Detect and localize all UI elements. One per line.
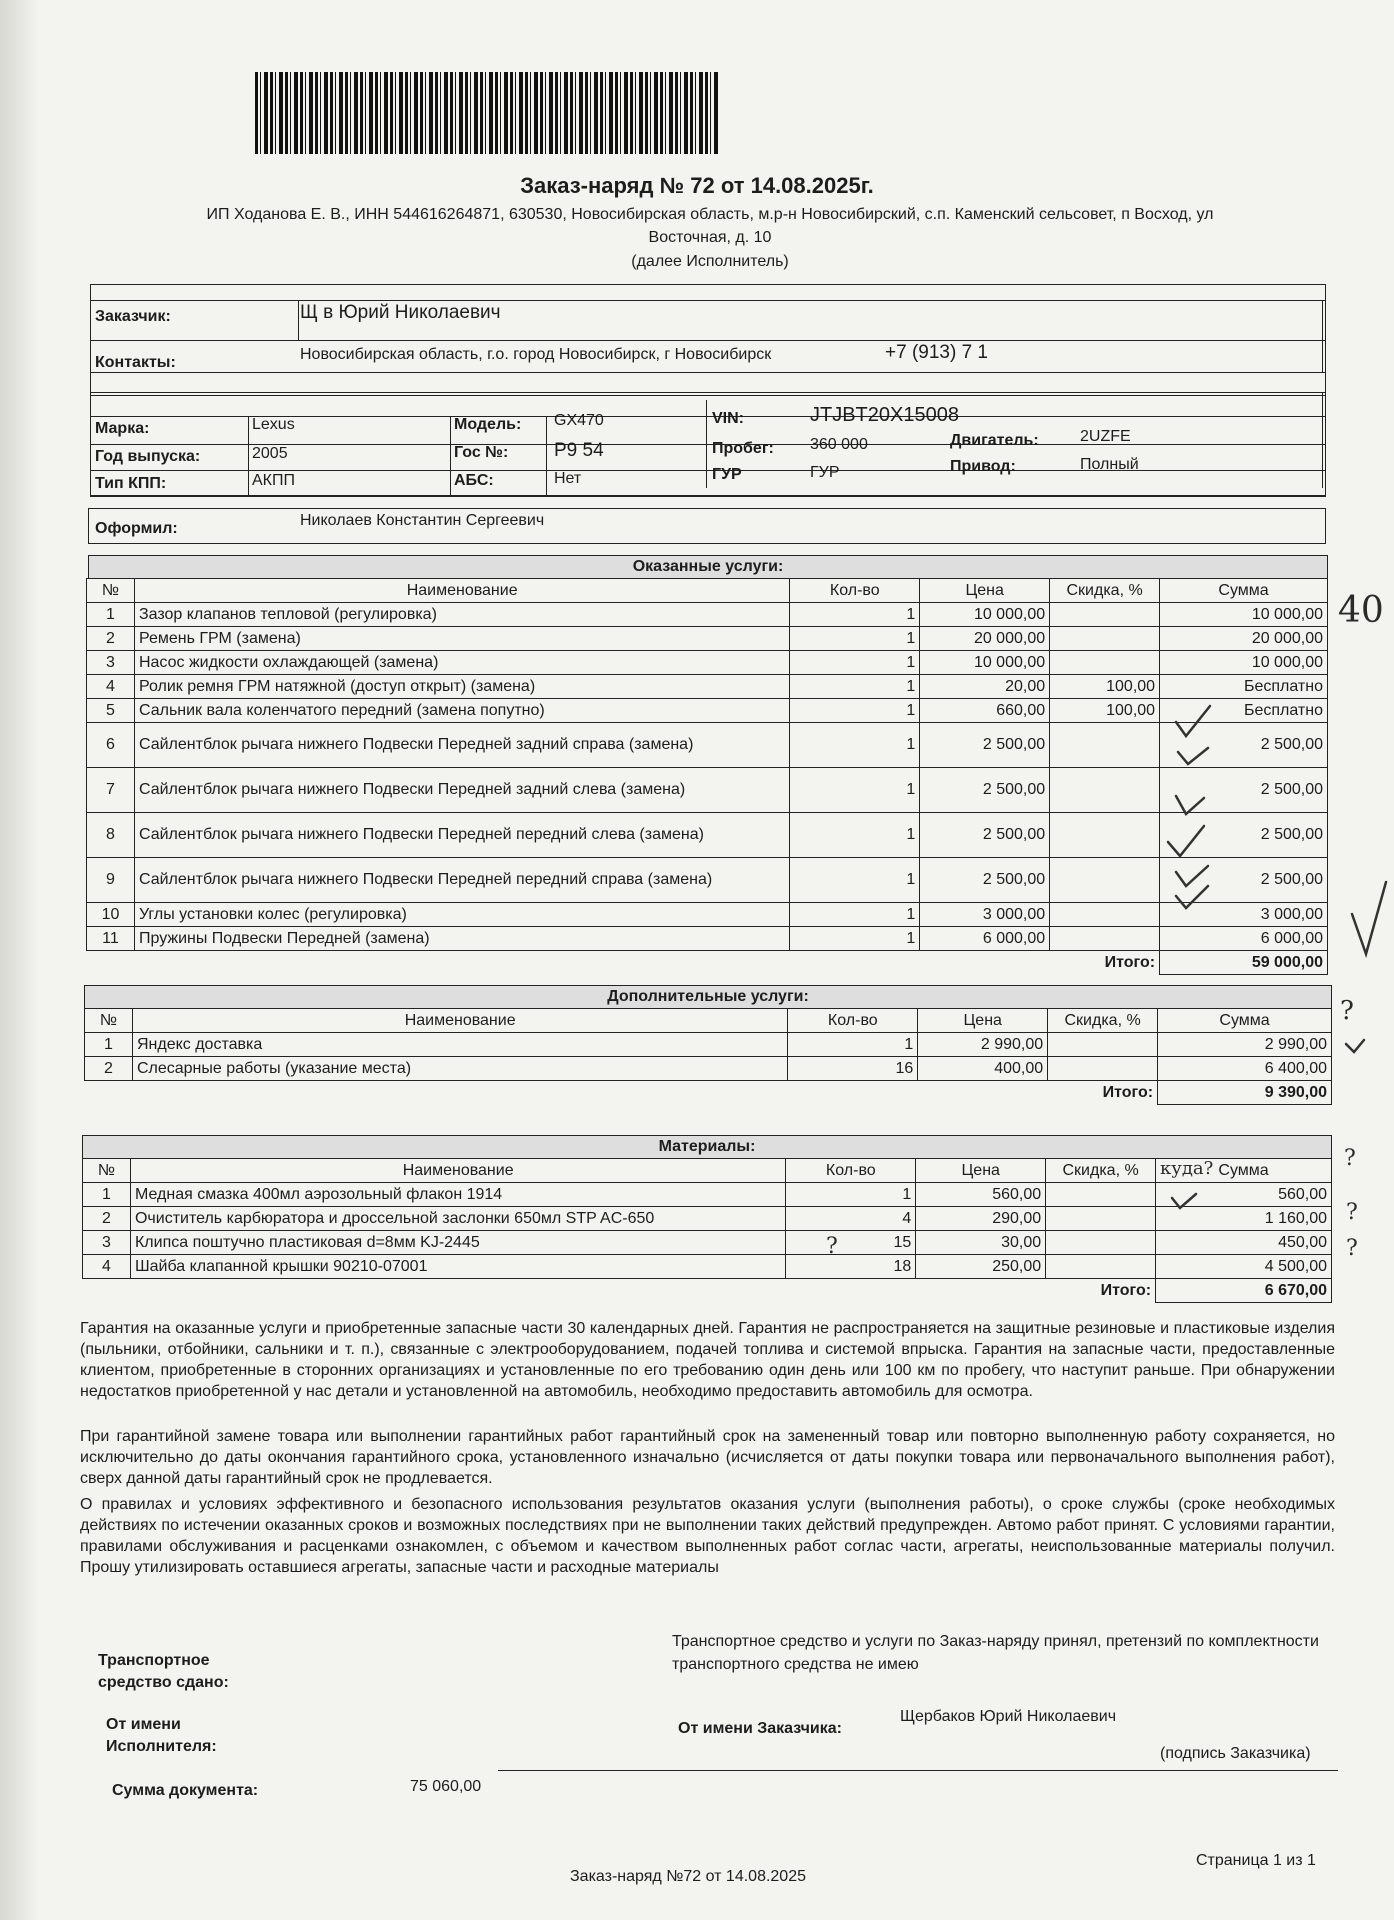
table-row — [87, 627, 1328, 651]
row-discount: 100,00 — [1050, 675, 1160, 699]
row-price: 660,00 — [920, 699, 1050, 723]
table-row — [87, 699, 1328, 723]
row-sum: 2 990,00 — [1158, 1033, 1332, 1057]
row-discount — [1050, 768, 1160, 813]
row-sum: 10 000,00 — [1160, 603, 1328, 627]
vehicle-handed-label: Транспортное средство сдано: — [98, 1652, 229, 1691]
row-price: 20 000,00 — [920, 627, 1050, 651]
page-shadow — [0, 0, 40, 1920]
col-discount: Скидка, % — [1050, 579, 1160, 603]
row-sum: 2 500,00 — [1160, 813, 1328, 858]
row-discount — [1048, 1033, 1158, 1057]
row-number: 11 — [87, 927, 135, 951]
doc-sum-value: 75 060,00 — [410, 1778, 482, 1795]
row-sum: 450,00 — [1156, 1231, 1332, 1255]
row-name: Клипса поштучно пластиковая d=8мм KJ-2445 — [130, 1231, 785, 1255]
col-sum: Сумма — [1158, 1009, 1332, 1033]
total-row — [85, 1081, 1332, 1105]
col-sum: Сумма — [1156, 1159, 1332, 1183]
row-number: 3 — [83, 1231, 131, 1255]
abs-value: Нет — [554, 470, 582, 487]
plate-label: Гос №: — [454, 444, 509, 461]
gearbox-label: Тип КПП: — [95, 475, 167, 492]
table-header-row — [87, 579, 1328, 603]
model-label: Модель: — [454, 416, 522, 433]
row-name: Очиститель карбюратора и дроссельной заслонки 650мл STP AC-650 — [130, 1207, 785, 1231]
table-row — [85, 1057, 1332, 1081]
row-qty: 16 — [788, 1057, 918, 1081]
row-number: 5 — [87, 699, 135, 723]
row-number: 1 — [87, 603, 135, 627]
drive-value: Полный — [1080, 456, 1139, 473]
total-value: 6 670,00 — [1156, 1279, 1332, 1303]
row-price: 2 500,00 — [920, 768, 1050, 813]
handwritten-question-4: ? — [1346, 1236, 1358, 1261]
row-sum: Бесплатно — [1160, 699, 1328, 723]
row-qty: 1 — [790, 699, 920, 723]
table-row — [85, 1033, 1332, 1057]
row-name: Ролик ремня ГРМ натяжной (доступ открыт) (замена) — [134, 675, 789, 699]
row-price: 10 000,00 — [920, 603, 1050, 627]
signature-line — [498, 1770, 1338, 1771]
terms-paragraph-2: При гарантийной замене товара или выполнении гарантийных работ гарантийный срок на замененный товар или повторно выполненную работу сохраняется, но исключительно до даты окончания гарантийного срока, установленного изначально (исчисляется от даты покупки товара или первоначального выполнения работ), сверх данной даты гарантийный срок не продлевается. — [80, 1428, 1335, 1487]
row-price: 290,00 — [916, 1207, 1046, 1231]
table-row — [83, 1231, 1332, 1255]
executor-line-2: Восточная, д. 10 — [648, 229, 772, 246]
handwritten-question-1: ? — [1340, 996, 1354, 1026]
row-price: 2 500,00 — [920, 723, 1050, 768]
col-qty: Кол-во — [788, 1009, 918, 1033]
row-name: Медная смазка 400мл аэрозольный флакон 1914 — [130, 1183, 785, 1207]
row-price: 250,00 — [916, 1255, 1046, 1279]
row-name: Углы установки колес (регулировка) — [134, 903, 789, 927]
check-mark — [1352, 882, 1386, 954]
row-name: Слесарные работы (указание места) — [132, 1057, 787, 1081]
table-row — [87, 858, 1328, 903]
row-name: Яндекс доставка — [132, 1033, 787, 1057]
row-discount — [1050, 858, 1160, 903]
row-qty: 1 — [790, 675, 920, 699]
footer-doc: Заказ-наряд №72 от 14.08.2025 — [570, 1868, 806, 1885]
col-discount: Скидка, % — [1046, 1159, 1156, 1183]
row-name: Сальник вала коленчатого передний (замена попутно) — [134, 699, 789, 723]
col-qty: Кол-во — [790, 579, 920, 603]
row-qty: 1 — [790, 903, 920, 927]
row-sum: 2 500,00 — [1160, 723, 1328, 768]
row-qty: 1 — [786, 1183, 916, 1207]
signature-note: (подпись Заказчика) — [1160, 1745, 1311, 1762]
row-discount — [1050, 627, 1160, 651]
model-value: GX470 — [554, 412, 604, 429]
row-number: 3 — [87, 651, 135, 675]
col-num: № — [83, 1159, 131, 1183]
vin-value: JTJBT20X15008 — [810, 404, 959, 426]
row-discount — [1048, 1057, 1158, 1081]
col-sum: Сумма — [1160, 579, 1328, 603]
table-row — [87, 675, 1328, 699]
customer-label: Заказчик: — [95, 308, 171, 325]
row-number: 4 — [83, 1255, 131, 1279]
total-row — [87, 951, 1328, 975]
row-qty: 1 — [790, 627, 920, 651]
row-sum: 2 500,00 — [1160, 858, 1328, 903]
table-header-row — [85, 1009, 1332, 1033]
row-qty: 15 — [786, 1231, 916, 1255]
table-header-row — [83, 1159, 1332, 1183]
row-number: 6 — [87, 723, 135, 768]
barcode — [255, 72, 720, 154]
row-discount — [1046, 1231, 1156, 1255]
col-price: Цена — [918, 1009, 1048, 1033]
row-price: 30,00 — [916, 1231, 1046, 1255]
mileage-value: 360 000 — [810, 436, 868, 453]
customer-name: Щ в Юрий Николаевич — [300, 302, 501, 323]
total-label: Итого: — [1100, 1281, 1152, 1299]
row-discount — [1050, 651, 1160, 675]
col-name: Наименование — [130, 1159, 785, 1183]
engine-value: 2UZFE — [1080, 428, 1131, 445]
handwritten-kuda: куда? — [1160, 1158, 1214, 1179]
table-row — [83, 1207, 1332, 1231]
row-price: 6 000,00 — [920, 927, 1050, 951]
row-discount: 100,00 — [1050, 699, 1160, 723]
row-sum: 1 160,00 — [1156, 1207, 1332, 1231]
table-row — [87, 768, 1328, 813]
mileage-label: Пробег: — [712, 440, 774, 457]
customer-address: Новосибирская область, г.о. город Новосибирск, г Новосибирск — [300, 346, 772, 363]
row-number: 4 — [87, 675, 135, 699]
engine-label: Двигатель: — [950, 432, 1039, 449]
row-sum: 3 000,00 — [1160, 903, 1328, 927]
row-sum: 2 500,00 — [1160, 768, 1328, 813]
row-sum: 20 000,00 — [1160, 627, 1328, 651]
issued-name: Николаев Константин Сергеевич — [300, 512, 545, 529]
terms-paragraph-1: Гарантия на оказанные услуги и приобретенные запасные части 30 календарных дней. Гарантия не распространяется на защитные резиновые и пластиковые изделия (пыльники, отбойники, сальники и т. п.), связанные с электрооборудованием, подачей топлива и системой впрыска. Гарантия на запасные части, предоставленные клиентом, приобретенные в сторонних организациях и установленные по его требованию один день или 100 км по пробегу, что наступит раньше. При обнаружении недостатков приобретенной у нас детали и установленной на автомобиль, необходимо предоставить автомобиль для осмотра. — [80, 1320, 1335, 1400]
issued-label: Оформил: — [95, 520, 178, 537]
row-price: 2 990,00 — [918, 1033, 1048, 1057]
row-discount — [1050, 927, 1160, 951]
materials-table — [82, 1158, 1332, 1303]
table-row — [83, 1255, 1332, 1279]
table-row — [87, 651, 1328, 675]
row-number: 10 — [87, 903, 135, 927]
row-discount — [1046, 1255, 1156, 1279]
col-num: № — [85, 1009, 133, 1033]
row-qty: 1 — [790, 813, 920, 858]
executor-line-1: ИП Ходанова Е. В., ИНН 544616264871, 630530, Новосибирская область, м.р-н Новосибирский, с.п. Каменский сельсовет, п Восход, ул — [206, 206, 1214, 223]
handwritten-question-5: ? — [826, 1234, 838, 1259]
row-price: 2 500,00 — [920, 858, 1050, 903]
row-name: Пружины Подвески Передней (замена) — [134, 927, 789, 951]
row-number: 2 — [85, 1057, 133, 1081]
row-name: Сайлентблок рычага нижнего Подвески Передней передний справа (замена) — [134, 858, 789, 903]
row-price: 10 000,00 — [920, 651, 1050, 675]
abs-label: АБС: — [454, 472, 494, 489]
col-name: Наименование — [134, 579, 789, 603]
row-sum: 560,00 — [1156, 1183, 1332, 1207]
row-price: 400,00 — [918, 1057, 1048, 1081]
extra-table — [84, 1008, 1332, 1105]
customer-phone: +7 (913) 7 1 — [885, 342, 988, 363]
row-name: Шайба клапанной крышки 90210-07001 — [130, 1255, 785, 1279]
year-value: 2005 — [252, 445, 288, 462]
row-qty: 4 — [786, 1207, 916, 1231]
vin-label: VIN: — [712, 410, 744, 427]
terms-paragraph-3: О правилах и условиях эффективного и безопасного использования результатов оказания услуги (выполнения работы), о сроке службы (сроке необходимых действиях по истечении оказанных сроков и возможных последствиях при не выполнении таких действий предупрежден. Автомо работ принят. С условиями гарантии, правилами обслуживания и расценками ознакомлен, с объемом и качеством выполненных работ соглас части, агрегаты, неиспользованные материалы получил. Прошу утилизировать оставшиеся агрегаты, запасные части и расходные материалы — [80, 1496, 1335, 1576]
contacts-label: Контакты: — [95, 354, 176, 371]
row-number: 2 — [87, 627, 135, 651]
extra-title: Дополнительные услуги: — [84, 985, 1332, 1009]
total-label: Итого: — [1104, 953, 1156, 971]
row-number: 2 — [83, 1207, 131, 1231]
row-discount — [1046, 1183, 1156, 1207]
col-qty: Кол-во — [786, 1159, 916, 1183]
row-number: 9 — [87, 858, 135, 903]
customer-sign-name: Щербаков Юрий Николаевич — [900, 1708, 1117, 1725]
row-qty: 1 — [790, 603, 920, 627]
services-title: Оказанные услуги: — [88, 555, 1328, 579]
row-qty: 1 — [790, 927, 920, 951]
row-sum: 10 000,00 — [1160, 651, 1328, 675]
table-row — [87, 927, 1328, 951]
row-number: 1 — [83, 1183, 131, 1207]
total-value: 59 000,00 — [1160, 951, 1328, 975]
row-qty: 1 — [790, 858, 920, 903]
row-price: 3 000,00 — [920, 903, 1050, 927]
col-price: Цена — [920, 579, 1050, 603]
issued-box — [88, 508, 1326, 544]
brand-value: Lexus — [252, 416, 295, 433]
footer-page: Страница 1 из 1 — [1196, 1852, 1316, 1869]
table-row — [87, 723, 1328, 768]
row-name: Сайлентблок рычага нижнего Подвески Передней задний слева (замена) — [134, 768, 789, 813]
table-row — [87, 903, 1328, 927]
handwritten-question-3: ? — [1346, 1200, 1358, 1225]
col-num: № — [87, 579, 135, 603]
row-discount — [1050, 813, 1160, 858]
row-price: 560,00 — [916, 1183, 1046, 1207]
row-number: 1 — [85, 1033, 133, 1057]
row-discount — [1046, 1207, 1156, 1231]
table-row — [83, 1183, 1332, 1207]
col-price: Цена — [916, 1159, 1046, 1183]
row-sum: 4 500,00 — [1156, 1255, 1332, 1279]
col-discount: Скидка, % — [1048, 1009, 1158, 1033]
gur-value: ГУР — [810, 464, 840, 481]
row-name: Зазор клапанов тепловой (регулировка) — [134, 603, 789, 627]
handwritten-40: 40 — [1338, 590, 1384, 631]
document-title: Заказ-наряд № 72 от 14.08.2025г. — [520, 173, 874, 198]
row-sum: 6 400,00 — [1158, 1057, 1332, 1081]
gearbox-value: АКПП — [252, 472, 295, 489]
row-number: 8 — [87, 813, 135, 858]
row-sum: Бесплатно — [1160, 675, 1328, 699]
check-mark — [1346, 1040, 1364, 1052]
row-qty: 18 — [786, 1255, 916, 1279]
gur-label: ГУР — [712, 466, 742, 483]
row-name: Насос жидкости охлаждающей (замена) — [134, 651, 789, 675]
handwritten-question-2: ? — [1344, 1146, 1356, 1171]
year-label: Год выпуска: — [95, 448, 201, 465]
materials-title: Материалы: — [82, 1135, 1332, 1159]
drive-label: Привод: — [950, 458, 1016, 475]
executor-note: (далее Исполнитель) — [631, 253, 789, 270]
doc-sum-label: Сумма документа: — [112, 1782, 259, 1799]
total-value: 9 390,00 — [1158, 1081, 1332, 1105]
row-price: 2 500,00 — [920, 813, 1050, 858]
row-number: 7 — [87, 768, 135, 813]
row-qty: 1 — [790, 651, 920, 675]
row-qty: 1 — [790, 723, 920, 768]
plate-value: Р9 54 — [554, 440, 604, 461]
services-table — [86, 578, 1328, 975]
vehicle-accepted-text: Транспортное средство и услуги по Заказ-наряду принял, претензий по комплектности транспортного средства не имею — [672, 1633, 1319, 1673]
row-qty: 1 — [790, 768, 920, 813]
row-price: 20,00 — [920, 675, 1050, 699]
table-row — [87, 813, 1328, 858]
row-name: Сайлентблок рычага нижнего Подвески Передней передний слева (замена) — [134, 813, 789, 858]
row-discount — [1050, 723, 1160, 768]
table-row — [87, 603, 1328, 627]
row-name: Ремень ГРМ (замена) — [134, 627, 789, 651]
total-label: Итого: — [1102, 1083, 1154, 1101]
executor-sign-label: От имени Исполнителя: — [106, 1716, 217, 1755]
row-discount — [1050, 603, 1160, 627]
col-name: Наименование — [132, 1009, 787, 1033]
row-qty: 1 — [788, 1033, 918, 1057]
total-row — [83, 1279, 1332, 1303]
row-discount — [1050, 903, 1160, 927]
customer-sign-label: От имени Заказчика: — [678, 1720, 842, 1737]
row-name: Сайлентблок рычага нижнего Подвески Передней задний справа (замена) — [134, 723, 789, 768]
brand-label: Марка: — [95, 420, 150, 437]
row-sum: 6 000,00 — [1160, 927, 1328, 951]
